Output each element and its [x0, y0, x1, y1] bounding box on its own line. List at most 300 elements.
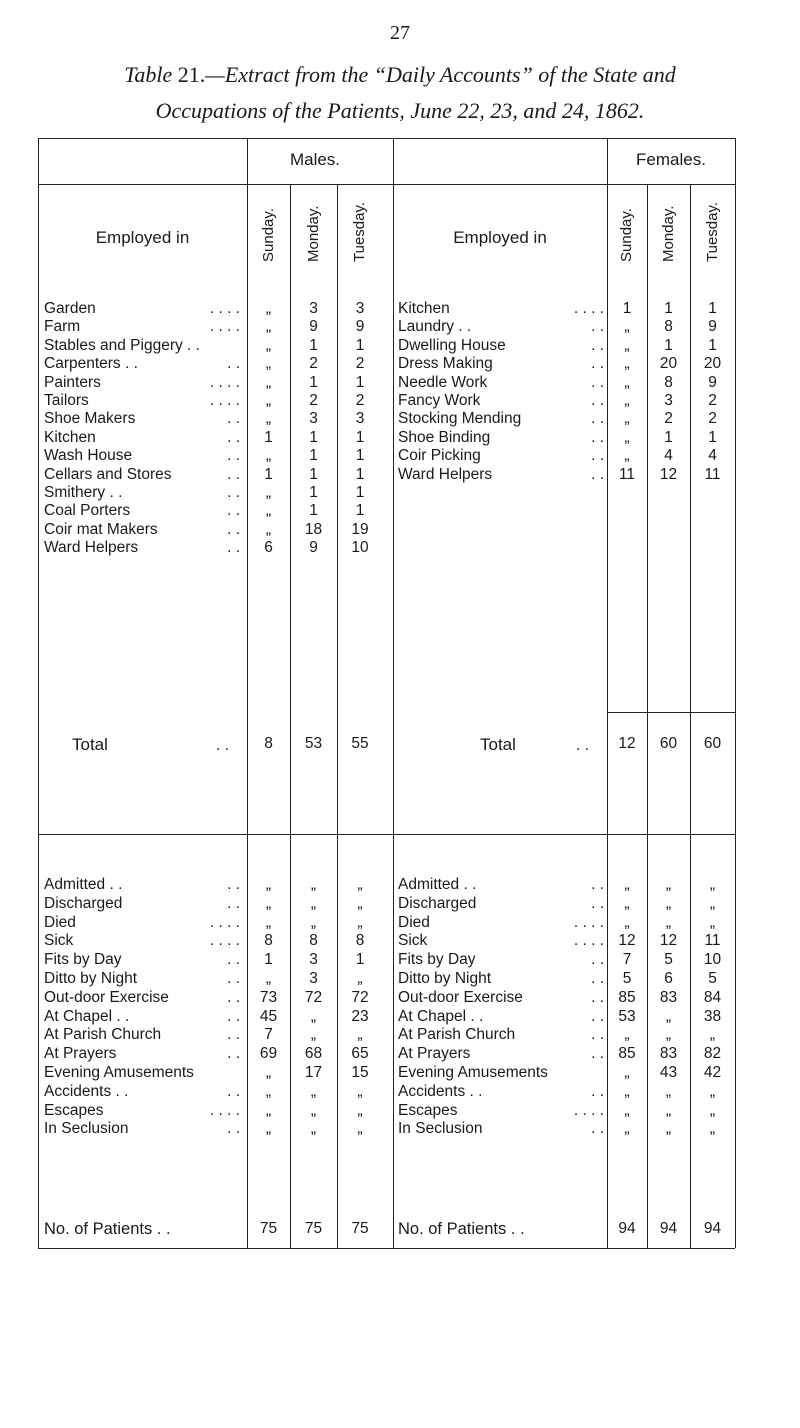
female-state-3-dots: . . . .	[573, 932, 604, 950]
male-job-1-val-2: 9	[355, 318, 365, 336]
male-job-4-val-2: 1	[355, 373, 365, 391]
male-state-13-val-2: „	[357, 1120, 363, 1138]
female-job-1-dots: . .	[591, 318, 604, 336]
table-title	[0, 62, 800, 88]
female-job-1-val-0: „	[624, 318, 630, 336]
female-job-7-val-1: 1	[664, 428, 673, 446]
male-job-11-val-0: „	[265, 502, 272, 520]
female-job-8-val-1: 4	[664, 447, 673, 465]
male-job-9-val-1: 1	[309, 465, 318, 483]
male-day-header-0: Sunday.	[259, 208, 277, 262]
female-state-9-dots: . .	[591, 1045, 604, 1063]
female-state-9-val-2: 82	[703, 1045, 722, 1063]
male-job-8-val-1: 1	[309, 447, 318, 465]
male-state-7-val-1: „	[310, 1007, 317, 1025]
male-state-12-dots: . . . .	[209, 1101, 240, 1119]
male-job-1-val-1: 9	[309, 318, 318, 336]
male-state-13-val-0: „	[265, 1120, 272, 1138]
male-job-1-val-0: „	[265, 318, 272, 336]
male-state-13-dots: . .	[227, 1120, 240, 1138]
female-state-3-val-1: 12	[659, 932, 678, 950]
male-job-1-dots: . . . .	[209, 318, 240, 336]
female-state-13-val-0: „	[624, 1120, 630, 1138]
female-job-7: Shoe Binding	[398, 428, 491, 446]
female-state-2-val-1: „	[665, 913, 672, 931]
male-job-3: Carpenters . .	[44, 355, 138, 373]
female-total-rule	[607, 712, 735, 713]
male-job-6-val-0: „	[265, 410, 272, 428]
male-state-5-val-0: „	[265, 970, 272, 987]
male-job-7-val-0: 1	[264, 428, 273, 446]
female-job-9-val-1: 12	[659, 465, 678, 483]
male-job-10-val-0: „	[265, 484, 272, 501]
female-job-4-val-1: 8	[664, 373, 673, 391]
male-patients-val-2: 75	[351, 1220, 369, 1237]
female-state-1-val-1: „	[665, 894, 672, 912]
female-state-1-val-2: „	[709, 894, 716, 912]
male-job-10: Smithery . .	[44, 484, 123, 501]
male-job-9-val-2: 1	[355, 465, 365, 483]
female-job-6-val-0: „	[624, 410, 630, 428]
female-state-9-val-0: 85	[618, 1045, 636, 1063]
female-state-10-val-2: 42	[703, 1064, 722, 1081]
female-job-8: Coir Picking	[398, 447, 481, 465]
female-state-7-val-1: „	[665, 1007, 672, 1025]
female-state-7-dots: . .	[591, 1007, 604, 1025]
male-job-13: Ward Helpers	[44, 539, 139, 557]
male-job-9: Cellars and Stores	[44, 465, 172, 483]
male-total-dots: . .	[216, 737, 229, 754]
female-job-3-dots: . .	[591, 355, 604, 373]
female-state-2-val-2: „	[709, 913, 716, 931]
female-state-0: Admitted . .	[398, 876, 477, 893]
female-job-2-val-0: „	[624, 336, 630, 354]
female-job-9-dots: . .	[591, 465, 604, 483]
female-state-0-val-0: „	[624, 876, 630, 893]
female-state-6-val-0: 85	[618, 988, 636, 1006]
male-job-8-val-2: 1	[355, 447, 365, 465]
male-state-9-val-0: 69	[259, 1045, 278, 1063]
male-job-10-val-1: 1	[309, 484, 318, 501]
header-rule	[38, 184, 735, 185]
vl-right	[735, 138, 736, 1248]
male-job-4: Painters	[44, 373, 101, 391]
vl-mid	[393, 138, 394, 1248]
female-state-4-val-2: 10	[703, 951, 722, 969]
female-state-10-val-0: „	[624, 1064, 630, 1081]
male-job-12-val-1: 18	[304, 520, 323, 538]
male-total-val-1: 53	[304, 735, 323, 752]
female-job-3: Dress Making	[398, 355, 493, 373]
male-state-1-val-0: „	[265, 894, 272, 912]
female-job-3-val-1: 20	[659, 355, 678, 373]
female-job-2-val-1: 1	[664, 336, 673, 354]
male-state-9-val-1: 68	[304, 1045, 323, 1063]
female-state-1: Discharged	[398, 894, 477, 912]
male-state-1: Discharged	[44, 894, 123, 912]
male-state-11-val-1: „	[310, 1082, 317, 1100]
female-job-0-val-1: 1	[664, 300, 673, 317]
female-state-2-dots: . . . .	[573, 913, 604, 931]
male-state-0-val-1: „	[310, 876, 317, 893]
male-job-2: Stables and Piggery . .	[44, 336, 200, 354]
female-state-6: Out-door Exercise	[398, 988, 523, 1006]
male-job-0: Garden	[44, 300, 96, 317]
female-state-13-val-2: „	[709, 1120, 716, 1138]
female-state-5-dots: . .	[591, 970, 604, 987]
female-state-13-dots: . .	[591, 1120, 604, 1138]
female-state-4-dots: . .	[591, 951, 604, 969]
male-state-4-dots: . .	[227, 951, 240, 969]
male-state-10-val-1: 17	[304, 1064, 323, 1081]
female-job-6-val-1: 2	[664, 410, 673, 428]
female-state-8-val-0: „	[624, 1026, 630, 1044]
female-job-1-val-2: 9	[708, 318, 717, 336]
female-job-4: Needle Work	[398, 373, 488, 391]
male-job-13-val-1: 9	[309, 539, 318, 557]
male-job-2-val-2: 1	[355, 336, 365, 354]
female-state-8-dots: . .	[591, 1026, 604, 1044]
male-state-11-val-0: „	[265, 1082, 272, 1100]
male-job-6-val-2: 3	[355, 410, 365, 428]
female-job-0-val-2: 1	[708, 300, 717, 317]
female-job-2-dots: . .	[591, 336, 604, 354]
female-job-1-val-1: 8	[664, 318, 673, 336]
female-job-5-val-0: „	[624, 392, 630, 409]
female-job-7-val-0: „	[624, 428, 630, 446]
title-prefix: Table	[124, 62, 173, 87]
male-job-12: Coir mat Makers	[44, 520, 158, 538]
female-job-4-val-0: „	[624, 373, 630, 391]
male-job-4-dots: . . . .	[209, 373, 240, 391]
female-job-5: Fancy Work	[398, 392, 481, 409]
female-state-2: Died	[398, 913, 430, 931]
female-day-header-0: Sunday.	[618, 208, 635, 262]
male-job-11: Coal Porters	[44, 502, 131, 520]
male-state-4-val-1: 3	[309, 951, 318, 969]
female-job-8-dots: . .	[591, 447, 604, 465]
male-job-0-val-1: 3	[309, 300, 318, 317]
female-state-0-dots: . .	[591, 876, 604, 893]
male-total-val-0: 8	[264, 735, 273, 752]
male-patients-val-1: 75	[304, 1220, 323, 1237]
female-state-13: In Seclusion	[398, 1120, 483, 1138]
male-state-7: At Chapel . .	[44, 1007, 130, 1025]
female-state-6-val-2: 84	[703, 988, 722, 1006]
male-state-5-dots: . .	[227, 970, 240, 987]
female-job-4-val-2: 9	[708, 373, 717, 391]
female-total-val-0: 12	[618, 735, 636, 752]
male-state-11-dots: . .	[227, 1082, 240, 1100]
male-state-4-val-0: 1	[264, 951, 273, 969]
table-bottom-rule	[38, 1248, 735, 1249]
male-state-13-val-1: „	[310, 1120, 317, 1138]
male-state-6-val-1: 72	[304, 988, 323, 1006]
male-state-0-val-0: „	[265, 876, 272, 893]
male-state-5: Ditto by Night	[44, 970, 138, 987]
female-total-val-1: 60	[659, 735, 678, 752]
female-state-0-val-1: „	[665, 876, 672, 893]
female-state-10-val-1: 43	[659, 1064, 678, 1081]
female-state-10: Evening Amusements	[398, 1064, 548, 1081]
female-state-12: Escapes	[398, 1101, 458, 1119]
male-state-8-dots: . .	[227, 1026, 240, 1044]
female-job-7-dots: . .	[591, 428, 604, 446]
male-job-6: Shoe Makers	[44, 410, 136, 428]
female-state-13-val-1: „	[665, 1120, 672, 1138]
male-state-10-val-2: 15	[351, 1064, 369, 1081]
female-state-6-val-1: 83	[659, 988, 678, 1006]
female-state-8-val-2: „	[709, 1026, 716, 1044]
female-job-5-dots: . .	[591, 392, 604, 409]
male-state-7-dots: . .	[227, 1007, 240, 1025]
male-job-4-val-0: „	[265, 373, 272, 391]
male-state-11-val-2: „	[357, 1082, 363, 1100]
female-job-3-val-0: „	[624, 355, 630, 373]
males-header: Males.	[289, 150, 341, 169]
page-number: 27	[390, 22, 410, 44]
female-state-6-dots: . .	[591, 988, 604, 1006]
male-job-5: Tailors	[44, 392, 89, 409]
female-state-12-dots: . . . .	[573, 1101, 604, 1119]
male-state-3: Sick	[44, 932, 74, 950]
male-days-rule	[247, 184, 383, 185]
male-state-3-val-2: 8	[355, 932, 365, 950]
male-job-0-val-2: 3	[355, 300, 365, 317]
male-state-9-dots: . .	[227, 1045, 240, 1063]
male-job-5-val-2: 2	[355, 392, 365, 409]
female-state-9-val-1: 83	[659, 1045, 678, 1063]
male-state-10-val-0: „	[265, 1064, 272, 1081]
female-job-0-val-0: 1	[622, 300, 632, 317]
female-state-3: Sick	[398, 932, 428, 950]
male-job-5-dots: . . . .	[209, 392, 240, 409]
male-state-1-val-2: „	[357, 894, 363, 912]
male-state-6: Out-door Exercise	[44, 988, 169, 1006]
male-state-12: Escapes	[44, 1101, 104, 1119]
female-state-8-val-1: „	[665, 1026, 672, 1044]
title-number: 21.	[172, 62, 206, 87]
female-state-12-val-2: „	[709, 1101, 716, 1119]
female-total-label: Total	[480, 735, 516, 754]
female-state-7: At Chapel . .	[398, 1007, 484, 1025]
female-state-7-val-2: 38	[703, 1007, 722, 1025]
female-employed-in-header: Employed in	[453, 228, 547, 247]
male-job-10-val-2: 1	[355, 484, 365, 501]
male-job-11-dots: . .	[227, 502, 240, 520]
male-job-13-dots: . .	[227, 539, 240, 557]
male-patients-val-0: 75	[259, 1220, 278, 1237]
female-state-3-val-0: 12	[618, 932, 636, 950]
male-state-4-val-2: 1	[355, 951, 365, 969]
female-job-1: Laundry . .	[398, 318, 472, 336]
female-state-0-val-2: „	[709, 876, 716, 893]
male-job-3-val-0: „	[265, 355, 272, 373]
female-state-5: Ditto by Night	[398, 970, 492, 987]
male-state-8-val-0: 7	[264, 1026, 273, 1044]
female-job-6-dots: . .	[591, 410, 604, 428]
female-state-11-val-0: „	[624, 1082, 630, 1100]
male-state-2-val-1: „	[310, 913, 317, 931]
male-job-2-val-0: „	[265, 336, 272, 354]
male-job-5-val-1: 2	[309, 392, 318, 409]
female-patients-label: No. of Patients . .	[398, 1220, 525, 1238]
male-job-7-val-1: 1	[309, 428, 318, 446]
male-job-0-dots: . . . .	[209, 300, 240, 317]
male-job-3-dots: . .	[227, 355, 240, 373]
male-state-11: Accidents . .	[44, 1082, 129, 1100]
female-job-8-val-2: 4	[708, 447, 717, 465]
male-state-8-val-1: „	[310, 1026, 317, 1044]
female-job-6-val-2: 2	[708, 410, 717, 428]
female-state-11: Accidents . .	[398, 1082, 483, 1100]
male-job-10-dots: . .	[227, 484, 240, 501]
male-state-12-val-1: „	[310, 1101, 317, 1119]
male-job-6-val-1: 3	[309, 410, 318, 428]
male-state-10: Evening Amusements	[44, 1064, 194, 1081]
female-state-1-dots: . .	[591, 894, 604, 912]
male-employed-in-header: Employed in	[95, 228, 190, 247]
female-state-11-val-2: „	[709, 1082, 716, 1100]
male-state-6-dots: . .	[227, 988, 240, 1006]
female-job-8-val-0: „	[624, 447, 630, 465]
female-state-5-val-1: 6	[664, 970, 673, 987]
females-header: Females.	[636, 150, 706, 169]
male-job-8-val-0: „	[265, 447, 272, 465]
female-state-4-val-0: 7	[622, 951, 632, 969]
male-state-3-val-0: 8	[264, 932, 273, 950]
female-state-12-val-1: „	[665, 1101, 672, 1119]
female-day-header-1: Monday.	[659, 205, 677, 262]
section-rule	[38, 834, 735, 835]
male-job-0-val-0: „	[265, 300, 272, 317]
male-job-4-val-1: 1	[309, 373, 318, 391]
female-job-9: Ward Helpers	[398, 465, 493, 483]
male-state-1-val-1: „	[310, 894, 317, 912]
male-day-header-2: Tuesday.	[351, 201, 368, 262]
male-job-8-dots: . .	[227, 447, 240, 465]
male-state-2-val-0: „	[265, 913, 272, 931]
male-job-13-val-2: 10	[351, 539, 369, 557]
female-state-4: Fits by Day	[398, 951, 476, 969]
male-state-5-val-1: 3	[309, 970, 318, 987]
male-state-2-dots: . . . .	[209, 913, 240, 931]
male-state-4: Fits by Day	[44, 951, 122, 969]
male-state-5-val-2: „	[357, 970, 363, 987]
female-state-12-val-0: „	[624, 1101, 630, 1119]
female-patients-val-0: 94	[618, 1220, 636, 1237]
male-job-1: Farm	[44, 318, 81, 336]
female-patients-val-1: 94	[659, 1220, 678, 1237]
male-state-0-dots: . .	[227, 876, 240, 893]
female-state-9: At Prayers	[398, 1045, 471, 1063]
vl-left	[38, 138, 39, 1248]
female-state-8: At Parish Church	[398, 1026, 516, 1044]
female-job-7-val-2: 1	[708, 428, 717, 446]
female-job-0: Kitchen	[398, 300, 450, 317]
female-state-5-val-0: 5	[622, 970, 632, 987]
male-state-9-val-2: 65	[351, 1045, 369, 1063]
male-job-11-val-1: 1	[309, 502, 318, 520]
male-job-12-dots: . .	[227, 520, 240, 538]
male-state-6-val-2: 72	[351, 988, 369, 1006]
female-state-4-val-1: 5	[664, 951, 673, 969]
male-job-6-dots: . .	[227, 410, 240, 428]
male-job-2-val-1: 1	[309, 336, 318, 354]
male-state-3-dots: . . . .	[209, 932, 240, 950]
female-job-0-dots: . . . .	[573, 300, 604, 317]
male-job-3-val-2: 2	[355, 355, 365, 373]
table-top-rule	[38, 138, 735, 139]
male-state-3-val-1: 8	[309, 932, 318, 950]
female-job-4-dots: . .	[591, 373, 604, 391]
male-state-12-val-2: „	[357, 1101, 363, 1119]
female-job-5-val-1: 3	[664, 392, 673, 409]
male-state-1-dots: . .	[227, 894, 240, 912]
female-patients-val-2: 94	[703, 1220, 722, 1237]
male-job-8: Wash House	[44, 447, 133, 465]
male-total-val-2: 55	[351, 735, 369, 752]
male-job-12-val-2: 19	[351, 520, 369, 538]
female-day-header-2: Tuesday.	[703, 201, 721, 262]
male-state-0-val-2: „	[357, 876, 363, 893]
male-state-7-val-2: 23	[351, 1007, 369, 1025]
male-job-11-val-2: 1	[355, 502, 365, 520]
female-total-val-2: 60	[703, 735, 722, 752]
female-state-2-val-0: „	[624, 913, 630, 931]
female-total-dots: . .	[576, 737, 589, 754]
male-job-3-val-1: 2	[309, 355, 318, 373]
male-total-label: Total	[72, 735, 108, 754]
female-job-2: Dwelling House	[398, 336, 506, 354]
male-job-12-val-0: „	[265, 520, 272, 538]
male-job-9-val-0: 1	[264, 465, 273, 483]
female-state-11-dots: . .	[591, 1082, 604, 1100]
male-state-8-val-2: „	[357, 1026, 363, 1044]
male-state-6-val-0: 73	[259, 988, 278, 1006]
male-day-header-1: Monday.	[304, 205, 322, 262]
male-job-13-val-0: 6	[264, 539, 273, 557]
female-state-3-val-2: 11	[704, 932, 721, 950]
male-state-12-val-0: „	[265, 1101, 272, 1119]
female-job-9-val-0: 11	[618, 465, 636, 483]
male-state-2: Died	[44, 913, 76, 931]
male-state-13: In Seclusion	[44, 1120, 129, 1138]
female-state-1-val-0: „	[624, 894, 630, 912]
male-patients-label: No. of Patients . .	[44, 1220, 171, 1238]
title-rest: —Extract from the “Daily Accounts” of the State and	[205, 62, 676, 87]
female-state-11-val-1: „	[665, 1082, 672, 1100]
female-job-9-val-2: 11	[704, 465, 721, 483]
male-job-7-val-2: 1	[355, 428, 365, 446]
female-state-7-val-0: 53	[618, 1007, 636, 1025]
female-job-3-val-2: 20	[703, 355, 722, 373]
male-job-9-dots: . .	[227, 465, 240, 483]
male-job-7-dots: . .	[227, 428, 240, 446]
female-job-5-val-2: 2	[708, 392, 717, 409]
male-state-7-val-0: 45	[259, 1007, 278, 1025]
male-job-7: Kitchen	[44, 428, 96, 446]
male-state-2-val-2: „	[357, 913, 363, 931]
male-state-0: Admitted . .	[44, 876, 123, 893]
male-job-5-val-0: „	[265, 392, 272, 409]
table-subtitle: Occupations of the Patients, June 22, 23, and 24, 1862.	[155, 98, 645, 123]
female-job-2-val-2: 1	[708, 336, 717, 354]
male-state-8: At Parish Church	[44, 1026, 162, 1044]
female-job-6: Stocking Mending	[398, 410, 522, 428]
male-state-9: At Prayers	[44, 1045, 117, 1063]
female-state-5-val-2: 5	[708, 970, 717, 987]
